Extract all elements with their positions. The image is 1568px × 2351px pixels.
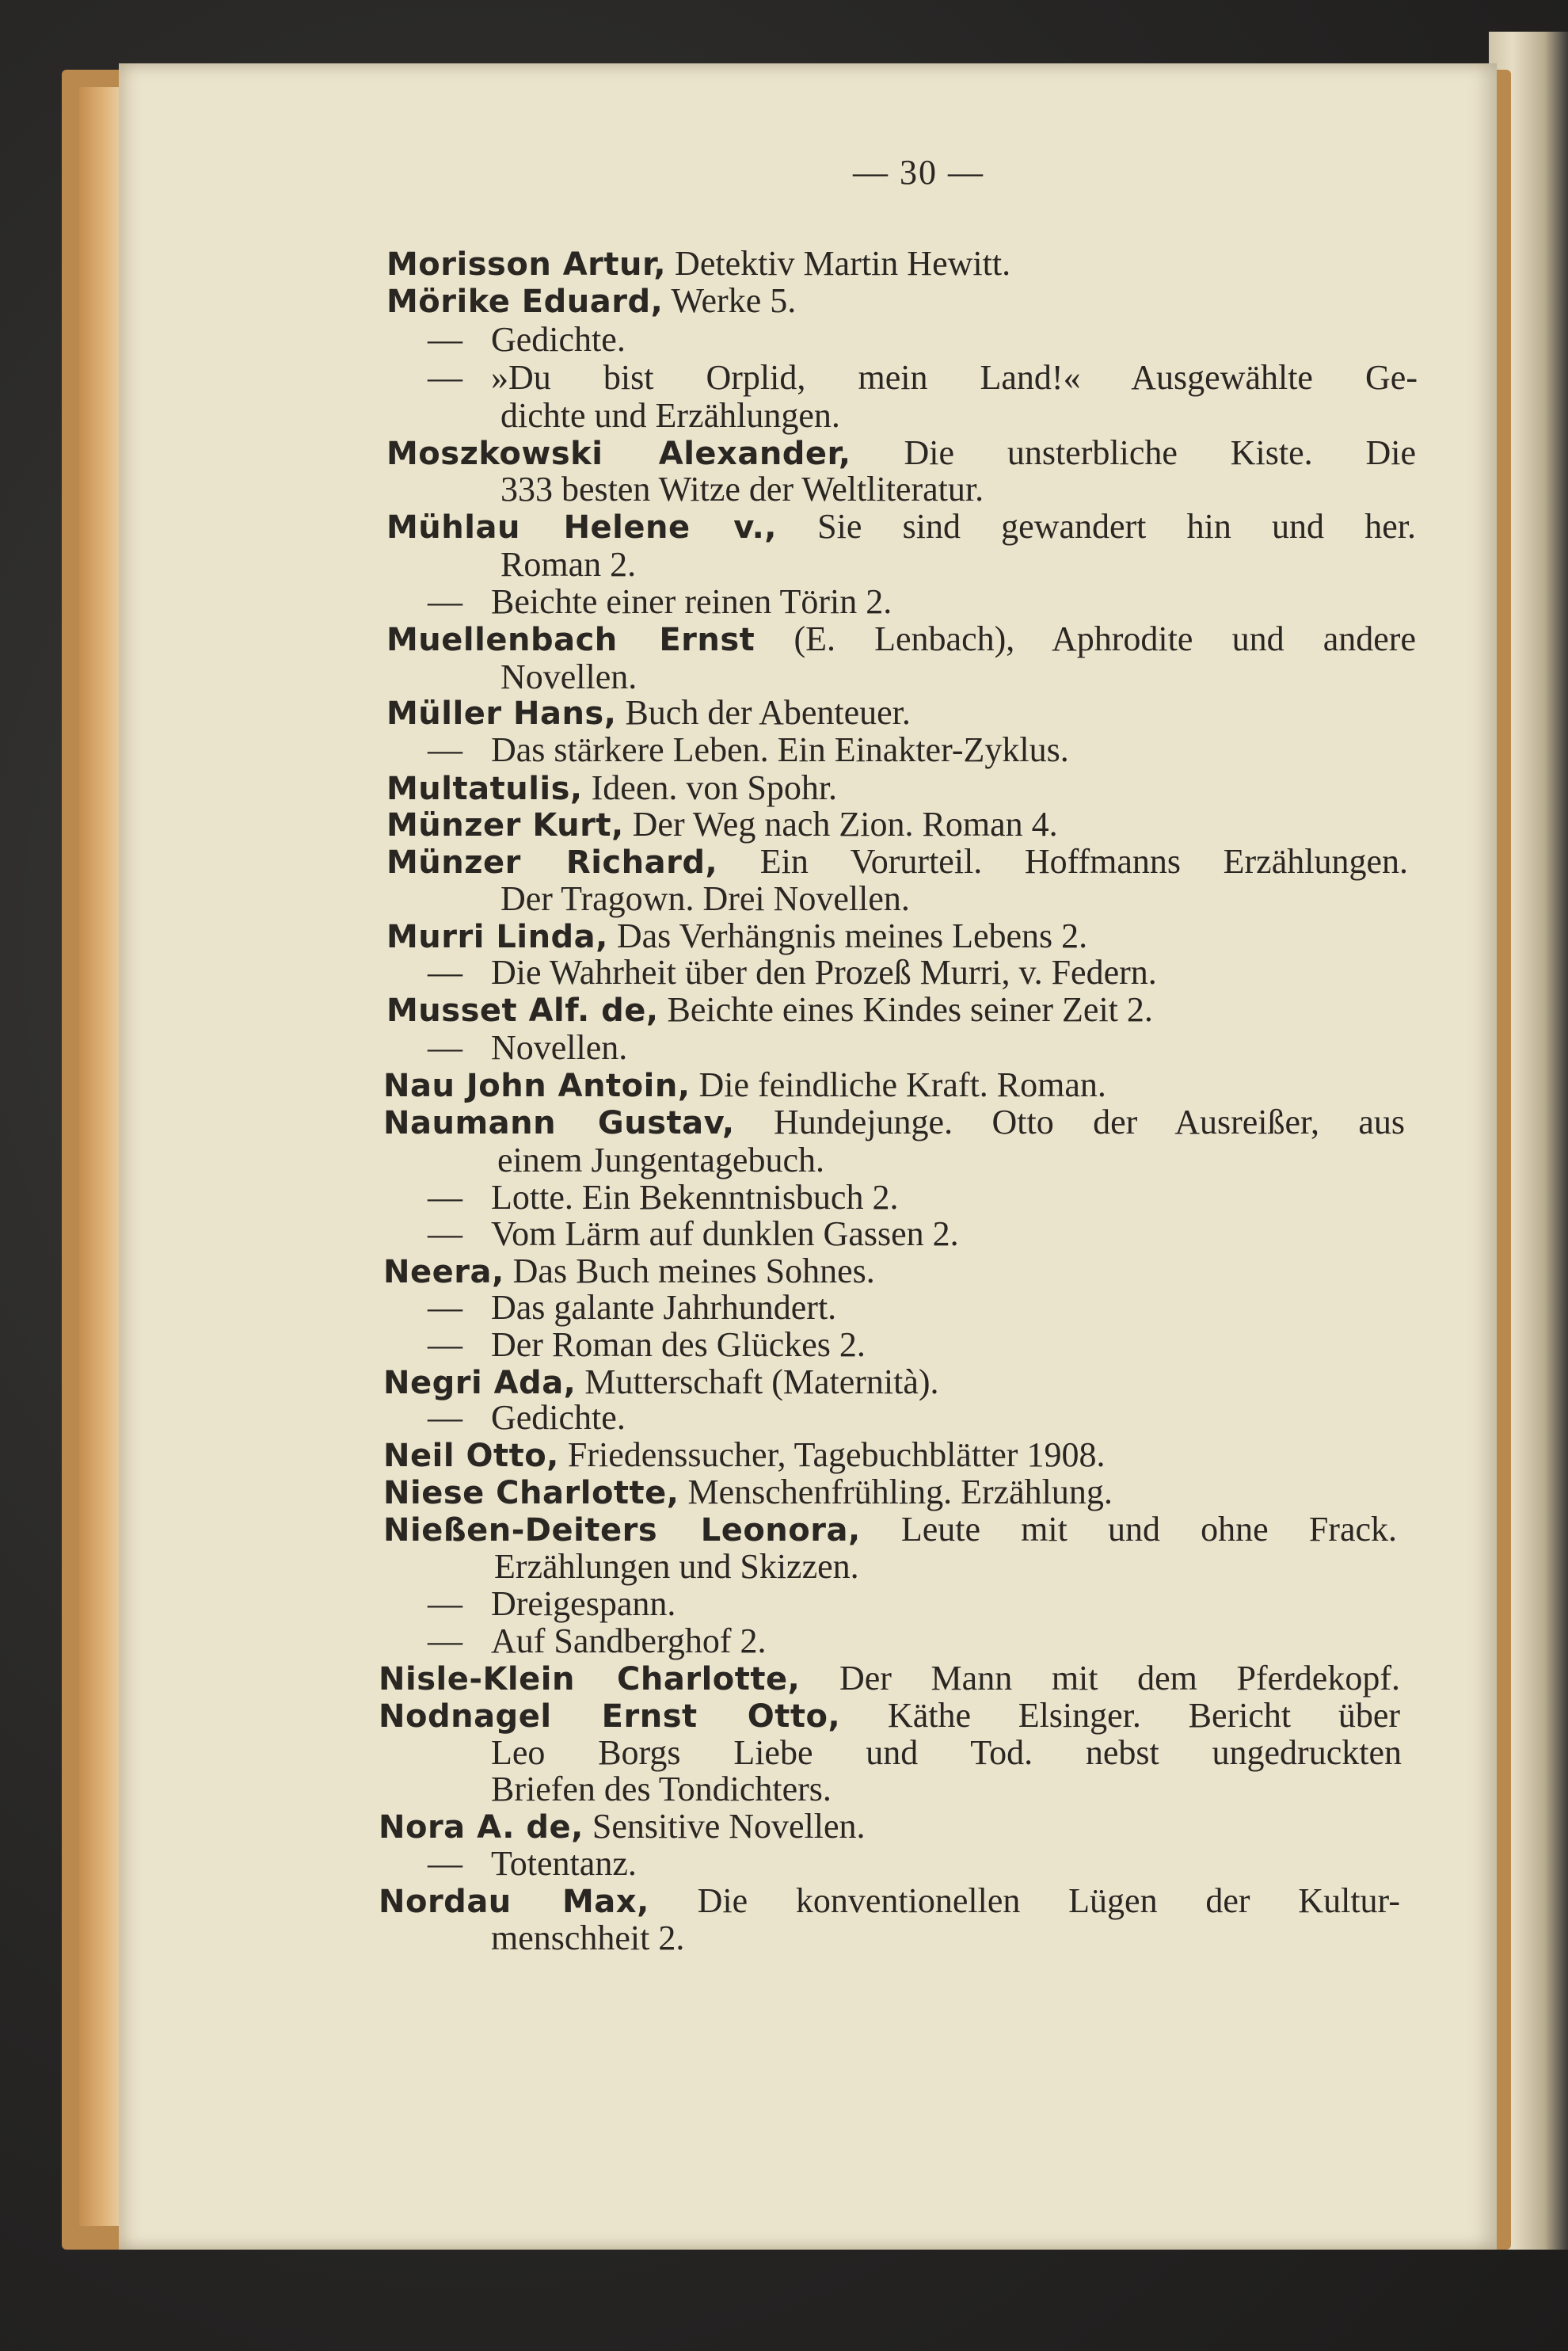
entry-line <box>383 1362 939 1403</box>
entry-line <box>379 1696 1400 1736</box>
entry-text: Friedenssucher, Tagebuchblätter 1908. <box>558 1435 1106 1474</box>
entry-line <box>386 842 1408 882</box>
entry-text: Das stärkere Leben. Ein Einakter-Zyklus. <box>491 730 1069 769</box>
ditto-dash: — <box>428 1398 462 1437</box>
entry-text: Der Mann mit dem Pferdekopf. <box>800 1659 1400 1698</box>
entry-text: Die unsterbliche Kiste. Die <box>851 433 1416 472</box>
entry-line <box>379 1659 1400 1699</box>
entry-line <box>500 396 840 436</box>
entry-line <box>383 1435 1105 1476</box>
author-name: Muellenbach Ernst <box>386 622 755 658</box>
entry-text: Der Roman des Glückes 2. <box>491 1325 866 1364</box>
ditto-dash: — <box>428 1288 462 1327</box>
entry-line <box>428 1178 898 1217</box>
author-name: Münzer Richard, <box>386 844 718 881</box>
entry-line <box>500 879 910 919</box>
entry-text: menschheit 2. <box>491 1919 685 1957</box>
entry-text: Beichte eines Kindes seiner Zeit 2. <box>658 990 1153 1029</box>
entry-line <box>500 657 637 697</box>
entry-line <box>386 990 1153 1031</box>
entry-line <box>500 470 984 509</box>
author-name: Nordau Max, <box>379 1884 649 1920</box>
author-name: Nora A. de, <box>379 1809 584 1846</box>
entry-line <box>500 545 636 585</box>
entry-text: dichte und Erzählungen. <box>500 396 840 435</box>
ditto-dash: — <box>428 358 462 397</box>
entry-text: Sensitive Novellen. <box>583 1807 866 1846</box>
entry-line <box>428 1584 676 1624</box>
entry-text: Ein Vorurteil. Hoffmanns Erzählungen. <box>717 842 1408 881</box>
entry-text: Erzählungen und Skizzen. <box>494 1547 859 1586</box>
entry-text: Das galante Jahrhundert. <box>491 1288 837 1327</box>
ditto-dash: — <box>428 730 462 769</box>
entry-text: Das Verhängnis meines Lebens 2. <box>607 916 1088 955</box>
entry-text: Dreigespann. <box>491 1584 676 1623</box>
entry-text: Das Buch meines Sohnes. <box>504 1252 875 1290</box>
author-name: Mühlau Helene v., <box>386 509 777 546</box>
entry-line <box>379 1881 1400 1922</box>
entry-line <box>428 1214 959 1254</box>
entry-line <box>491 1770 832 1809</box>
entry-line <box>386 244 1010 284</box>
entry-line <box>428 1325 866 1365</box>
entry-line <box>386 433 1416 474</box>
entry-text: Detektiv Martin Hewitt. <box>666 244 1011 283</box>
entry-text: Der Tragown. Drei Novellen. <box>500 879 910 918</box>
entry-text: Gedichte. <box>491 1398 626 1437</box>
entry-text: Die konventionellen Lügen der Kultur- <box>649 1881 1400 1920</box>
entry-text: Totentanz. <box>491 1844 637 1883</box>
entry-text: Der Weg nach Zion. Roman 4. <box>623 805 1058 844</box>
entry-line <box>386 768 837 809</box>
ditto-dash: — <box>428 1325 462 1364</box>
entry-text: Buch der Abenteuer. <box>616 693 911 732</box>
entry-line <box>491 1919 684 1958</box>
author-name: Multatulis, <box>386 771 583 807</box>
ditto-dash: — <box>428 1844 462 1883</box>
entry-line <box>383 1103 1405 1143</box>
entry-line <box>428 1621 766 1661</box>
author-name: Neil Otto, <box>383 1438 559 1474</box>
entry-text: einem Jungentagebuch. <box>497 1141 824 1179</box>
entry-line <box>383 1065 1106 1106</box>
ditto-dash: — <box>428 320 462 359</box>
ditto-dash: — <box>428 953 462 992</box>
entry-text: Leo Borgs Liebe und Tod. nebst ungedruckten <box>491 1733 1402 1772</box>
entry-text: Die feindliche Kraft. Roman. <box>690 1065 1106 1104</box>
entry-line <box>497 1141 824 1180</box>
entry-text: Vom Lärm auf dunklen Gassen 2. <box>491 1214 959 1253</box>
entry-line <box>386 507 1416 547</box>
author-name: Münzer Kurt, <box>386 807 624 844</box>
entry-text: Die Wahrheit über den Prozeß Murri, v. Federn. <box>491 953 1157 992</box>
author-name: Morisson Artur, <box>386 246 667 283</box>
entry-line <box>428 582 892 622</box>
entry-line <box>386 619 1416 660</box>
author-name: Müller Hans, <box>386 695 617 732</box>
entry-text: Menschenfrühling. Erzählung. <box>679 1473 1113 1511</box>
author-name: Nodnagel Ernst Otto, <box>379 1698 841 1735</box>
entry-text: Ideen. von Spohr. <box>582 768 838 807</box>
entry-text: Gedichte. <box>491 320 626 359</box>
entry-line <box>428 953 1157 993</box>
entry-line <box>383 1473 1113 1513</box>
entry-text: Novellen. <box>500 657 637 696</box>
entry-text: Werke 5. <box>663 281 797 320</box>
author-name: Murri Linda, <box>386 919 608 955</box>
entry-line <box>428 358 1418 398</box>
entry-line <box>386 281 796 322</box>
entry-text: »Du bist Orplid, mein Land!« Ausgewählte Ge- <box>491 358 1418 397</box>
author-name: Nießen-Deiters Leonora, <box>383 1512 861 1549</box>
entry-line <box>494 1547 859 1587</box>
author-name: Musset Alf. de, <box>386 993 659 1029</box>
entry-line <box>428 1398 626 1438</box>
entry-text: Käthe Elsinger. Bericht über <box>840 1696 1401 1735</box>
entry-text: (E. Lenbach), Aphrodite und andere <box>755 619 1416 658</box>
entry-line <box>491 1733 1402 1773</box>
entry-line <box>386 805 1058 845</box>
entry-text: Briefen des Tondichters. <box>491 1770 832 1808</box>
author-name: Niese Charlotte, <box>383 1475 679 1511</box>
entry-line <box>386 693 911 733</box>
entry-line <box>386 916 1087 957</box>
ditto-dash: — <box>428 582 462 621</box>
author-name: Moszkowski Alexander, <box>386 436 851 472</box>
entry-text: Hundejunge. Otto der Ausreißer, aus <box>734 1103 1405 1141</box>
ditto-dash: — <box>428 1178 462 1217</box>
ditto-dash: — <box>428 1028 462 1067</box>
entry-line <box>428 1844 637 1884</box>
entry-text: Novellen. <box>491 1028 628 1067</box>
author-name: Nau John Antoin, <box>383 1068 691 1104</box>
author-name: Nisle-Klein Charlotte, <box>379 1661 801 1698</box>
entry-text: Leute mit und ohne Frack. <box>860 1510 1397 1549</box>
entry-text: Beichte einer reinen Törin 2. <box>491 582 892 621</box>
author-name: Naumann Gustav, <box>383 1105 735 1141</box>
entry-text: Lotte. Ein Bekenntnisbuch 2. <box>491 1178 899 1217</box>
entry-line <box>383 1252 875 1292</box>
entry-text: Auf Sandberghof 2. <box>491 1621 767 1660</box>
ditto-dash: — <box>428 1584 462 1623</box>
entry-text: Roman 2. <box>500 545 637 584</box>
entry-line <box>428 730 1069 770</box>
entry-line <box>428 1288 836 1328</box>
entry-line <box>379 1807 866 1847</box>
author-name: Neera, <box>383 1254 504 1290</box>
page-number: — 30 — <box>853 153 984 192</box>
entry-line <box>383 1510 1397 1550</box>
entry-line <box>428 320 626 360</box>
author-name: Negri Ada, <box>383 1365 577 1401</box>
entry-line <box>428 1028 627 1068</box>
entry-text: Sie sind gewandert hin und her. <box>776 507 1417 546</box>
ditto-dash: — <box>428 1214 462 1253</box>
entry-text: 333 besten Witze der Weltliteratur. <box>500 470 984 509</box>
author-name: Mörike Eduard, <box>386 284 664 320</box>
ditto-dash: — <box>428 1621 462 1660</box>
entry-text: Mutterschaft (Maternità). <box>576 1362 939 1401</box>
